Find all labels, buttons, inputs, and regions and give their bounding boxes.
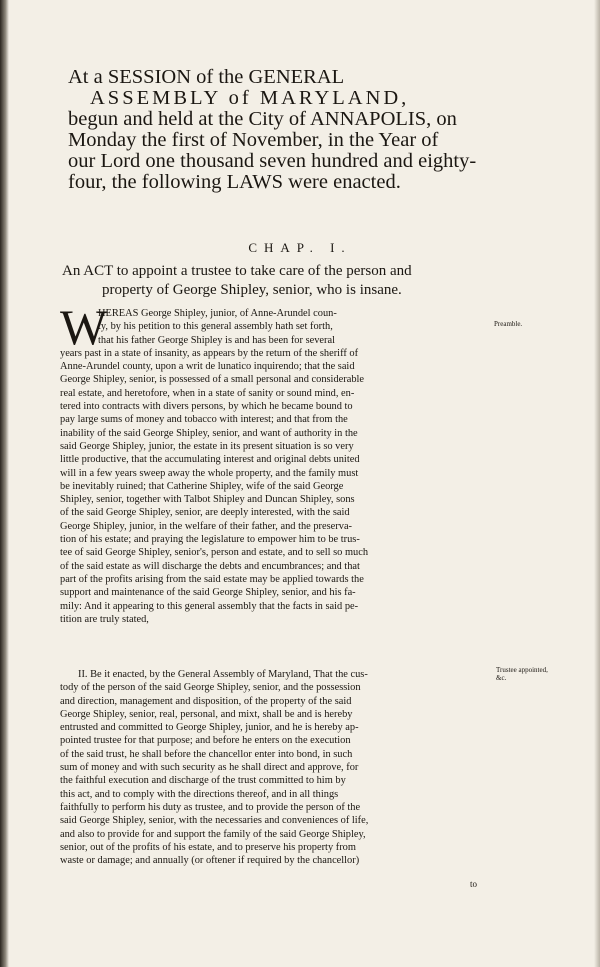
text-line: Shipley, senior, together with Talbot Shipley and Duncan Shipley, sons [60, 494, 355, 506]
text-line: of the said trust, he shall before the chancellor enter into bond, in such [60, 748, 353, 760]
text-line: pointed trustee for that purpose; and before he enters on the execution [60, 735, 351, 747]
text-line: tody of the person of the said George Shipley, senior, and the possession [60, 682, 361, 694]
heading-line: At a SESSION of the GENERAL [68, 66, 345, 88]
text-line: of the said George Shipley, senior, are deeply interested, with the said [60, 507, 350, 519]
text-line: tion of his estate; and praying the legislature to empower him to be trus- [60, 534, 360, 546]
text-line: George Shipley, junior, in the welfare of their father, and the preserva- [60, 520, 353, 532]
text-line: senior, out of the profits of his estate, and to preserve his property from [60, 841, 356, 853]
drop-cap: W [60, 299, 108, 355]
heading-line: four, the following LAWS were enacted. [68, 171, 401, 193]
act-title-line: property of George Shipley, senior, who is insane. [102, 282, 402, 298]
text-line: pay large sums of money and tobacco with interest; and that from the [60, 414, 348, 426]
text-line: Anne-Arundel county, upon a writ de lunatico inquirendo; that the said [60, 361, 355, 373]
text-line: real estate, and heretofore, when in a state of sanity or sound mind, en- [60, 387, 355, 399]
text-line: faithfully to perform his duty as trustee, and to provide the person of the [60, 801, 361, 813]
catchword: to [470, 879, 478, 889]
preamble-paragraph [60, 307, 490, 626]
heading-line: begun and held at the City of ANNAPOLIS, on [68, 108, 457, 130]
text-line: ty, by his petition to this general assembly hath set forth, [98, 321, 333, 333]
text-line: George Shipley, senior, real, personal, and mixt, shall be and is hereby [60, 708, 353, 720]
text-line: mily: And it appearing to this general assembly that the facts in said pe- [60, 600, 359, 612]
text-line: inability of the said George Shipley, senior, and want of authority in the [60, 427, 358, 439]
text-line: tition are truly stated, [60, 613, 149, 625]
session-heading [68, 67, 500, 193]
text-line: tee of said George Shipley, senior's, person and estate, and to sell so much [60, 547, 369, 559]
text-line: that his father George Shipley is and has been for several [98, 334, 335, 346]
text-line: years past in a state of insanity, as appears by the return of the sheriff of [60, 347, 359, 359]
text-line: of the said estate as will discharge the debts and encumbrances; and that [60, 560, 360, 572]
text-line: will in a few years sweep away the whole property, and the family must [60, 467, 359, 479]
text-line: entrusted and committed to George Shipley, junior, and he is hereby ap- [60, 722, 359, 734]
text-line: tered into contracts with divers persons, by which he became bound to [60, 401, 353, 413]
margin-note-preamble: Preamble. [494, 320, 523, 328]
text-line: little productive, that the accumulating interest and original debts united [60, 454, 360, 466]
text-line: be inevitably ruined; that Catherine Shipley, wife of the said George [60, 480, 344, 492]
heading-line: our Lord one thousand seven hundred and eighty- [68, 150, 477, 172]
text-line: HEREAS George Shipley, junior, of Anne-Arundel coun- [98, 308, 337, 319]
text-line: said George Shipley, senior, with the necessaries and conveniences of life, [60, 815, 369, 827]
text-line: and also to provide for and support the family of the said George Shipley, [60, 828, 366, 840]
heading-line: Monday the first of November, in the Year of [68, 129, 439, 151]
text-line: II. Be it enacted, by the General Assembly of Maryland, That the cus- [78, 669, 368, 680]
heading-line: ASSEMBLY of MARYLAND, [90, 87, 410, 109]
text-line: part of the profits arising from the said estate may be applied towards the [60, 573, 364, 585]
text-line: the faithful execution and discharge of the trust committed to him by [60, 775, 346, 787]
text-line: said George Shipley, junior, the estate in its present situation is so very [60, 440, 354, 452]
margin-note-trustee: Trustee appointed, &c. [496, 666, 548, 682]
text-line: support and maintenance of the said George Shipley, senior, and his fa- [60, 587, 356, 599]
section-2-paragraph [60, 668, 490, 867]
chapter-number: CHAP. I. [248, 240, 352, 255]
text-line: George Shipley, senior, is possessed of a small personal and considerable [60, 374, 365, 386]
act-title-line: An ACT to appoint a trustee to take care of the person and [62, 263, 412, 279]
text-line: this act, and to comply with the directions thereof, and in all things [60, 788, 339, 800]
text-line: waste or damage; and annually (or oftener if required by the chancellor) [60, 855, 360, 867]
text-line: and direction, management and disposition, of the property of the said [60, 695, 352, 707]
act-title [62, 262, 502, 300]
text-line: sum of money and with such security as he shall direct and approve, for [60, 762, 359, 774]
